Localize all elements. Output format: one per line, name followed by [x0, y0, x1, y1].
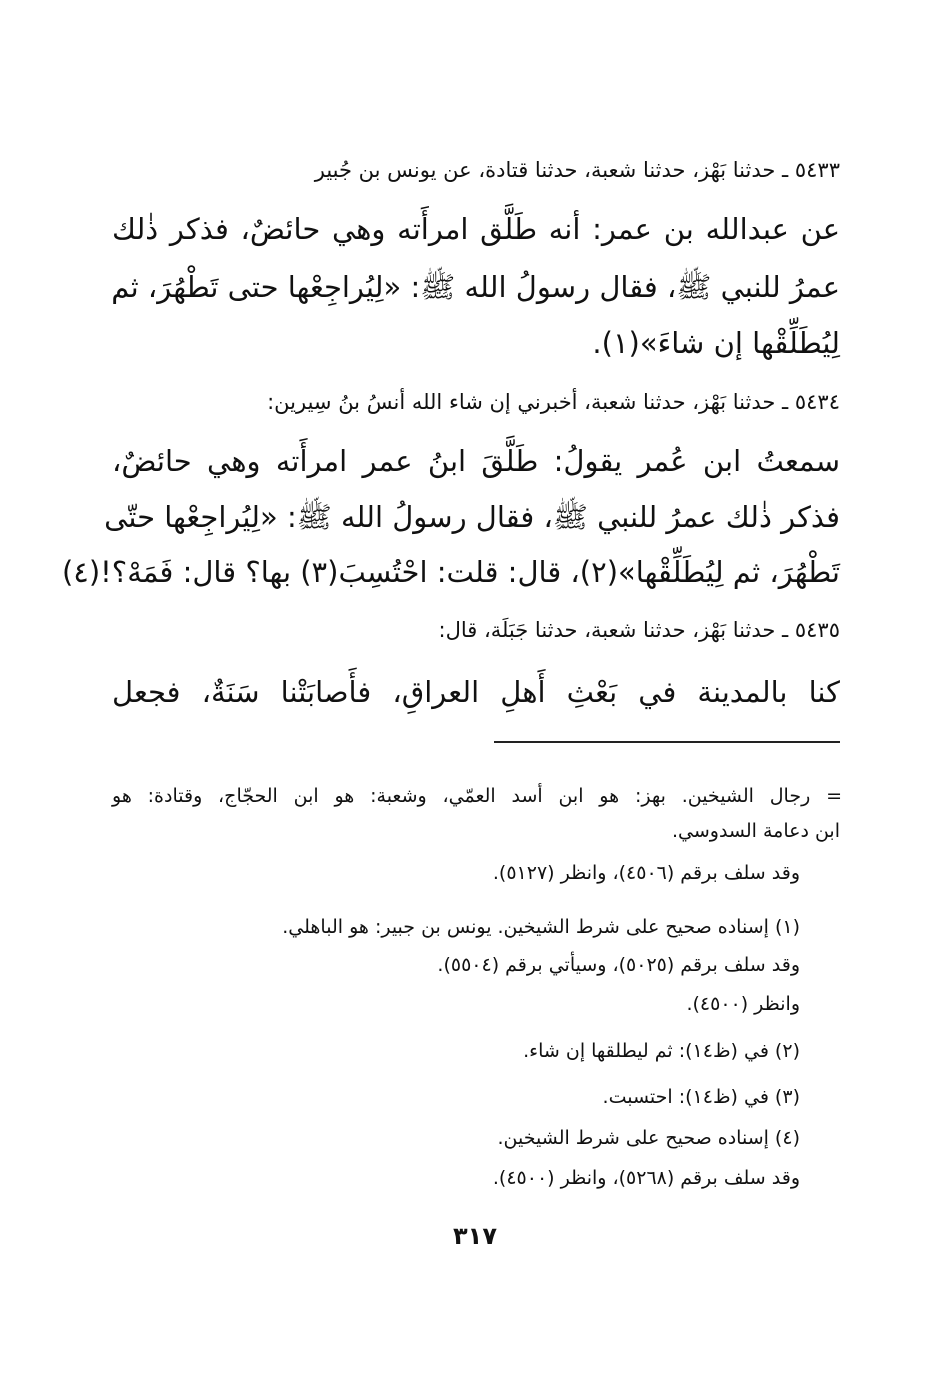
footnote-4-line-1: (٤) إسناده صحيح على شرط الشيخين. — [497, 1127, 800, 1149]
footnote-separator — [494, 741, 840, 743]
hadith-5435-text-line-1: كنا بالمدينة في بَعْثِ أَهلِ العراقِ، فأَصابَتْنا سَنَةٌ، فجعل — [112, 675, 840, 709]
footnote-4-line-2: وقد سلف برقم (٥٢٦٨)، وانظر (٤٥٠٠). — [492, 1167, 800, 1189]
footnote-continuation-line-2: ابن دعامة السدوسي. — [671, 820, 840, 842]
hadith-5433-text-line-2: عمرُ للنبي ﷺ، فقال رسولُ الله ﷺ: «لِيُراجِعْها حتى تَطْهُرَ، ثم — [111, 270, 840, 304]
page-number: ٣١٧ — [453, 1222, 497, 1250]
footnote-2: (٢) في (ظ١٤): ثم ليطلقها إن شاء. — [523, 1040, 800, 1062]
hadith-5434-text-line-3: تَطْهُرَ، ثم لِيُطَلِّقْها»(٢)، قال: قلت: احْتُسِبَ(٣) بها؟ قال: فَمَهْ؟!(٤) — [61, 555, 840, 589]
hadith-5433-text-line-1: عن عبدالله بن عمر: أنه طَلَّق امرأَته وهي حائضٌ، فذكر ذٰلك — [112, 212, 840, 246]
footnote-3: (٣) في (ظ١٤): احتسبت. — [602, 1086, 800, 1108]
hadith-5434-text-line-2: فذكر ذٰلك عمرُ للنبي ﷺ، فقال رسولُ الله ﷺ: «لِيُراجِعْها حتّى — [104, 500, 840, 534]
footnote-continuation-line-1: = رجال الشيخين. بهز: هو ابن أسد العمّي، وشعبة: هو ابن الحجّاج، وقتادة: هو — [112, 785, 842, 807]
hadith-5433-heading: ٥٤٣٣ ـ حدثنا بَهْز، حدثنا شعبة، حدثنا قتادة، عن يونس بن جُبير — [314, 158, 840, 182]
hadith-5434-heading: ٥٤٣٤ ـ حدثنا بَهْز، حدثنا شعبة، أخبرني إن شاء الله أنسُ بنُ سِيرين: — [267, 390, 840, 414]
hadith-5433-text-line-3: لِيُطَلِّقْها إن شاءَ»(١). — [592, 326, 840, 360]
hadith-5435-heading: ٥٤٣٥ ـ حدثنا بَهْز، حدثنا شعبة، حدثنا جَبَلَة، قال: — [438, 618, 840, 642]
footnote-1-line-1: (١) إسناده صحيح على شرط الشيخين. يونس بن جبير: هو الباهلي. — [282, 916, 800, 938]
footnote-continuation-line-3: وقد سلف برقم (٤٥٠٦)، وانظر (٥١٢٧). — [492, 862, 800, 884]
hadith-5434-text-line-1: سمعتُ ابن عُمر يقولُ: طَلَّقَ ابنُ عمر امرأَته وهي حائضٌ، — [112, 444, 840, 478]
footnote-1-line-3: وانظر (٤٥٠٠). — [686, 993, 800, 1015]
footnote-1-line-2: وقد سلف برقم (٥٠٢٥)، وسيأتي برقم (٥٥٠٤). — [437, 954, 800, 976]
